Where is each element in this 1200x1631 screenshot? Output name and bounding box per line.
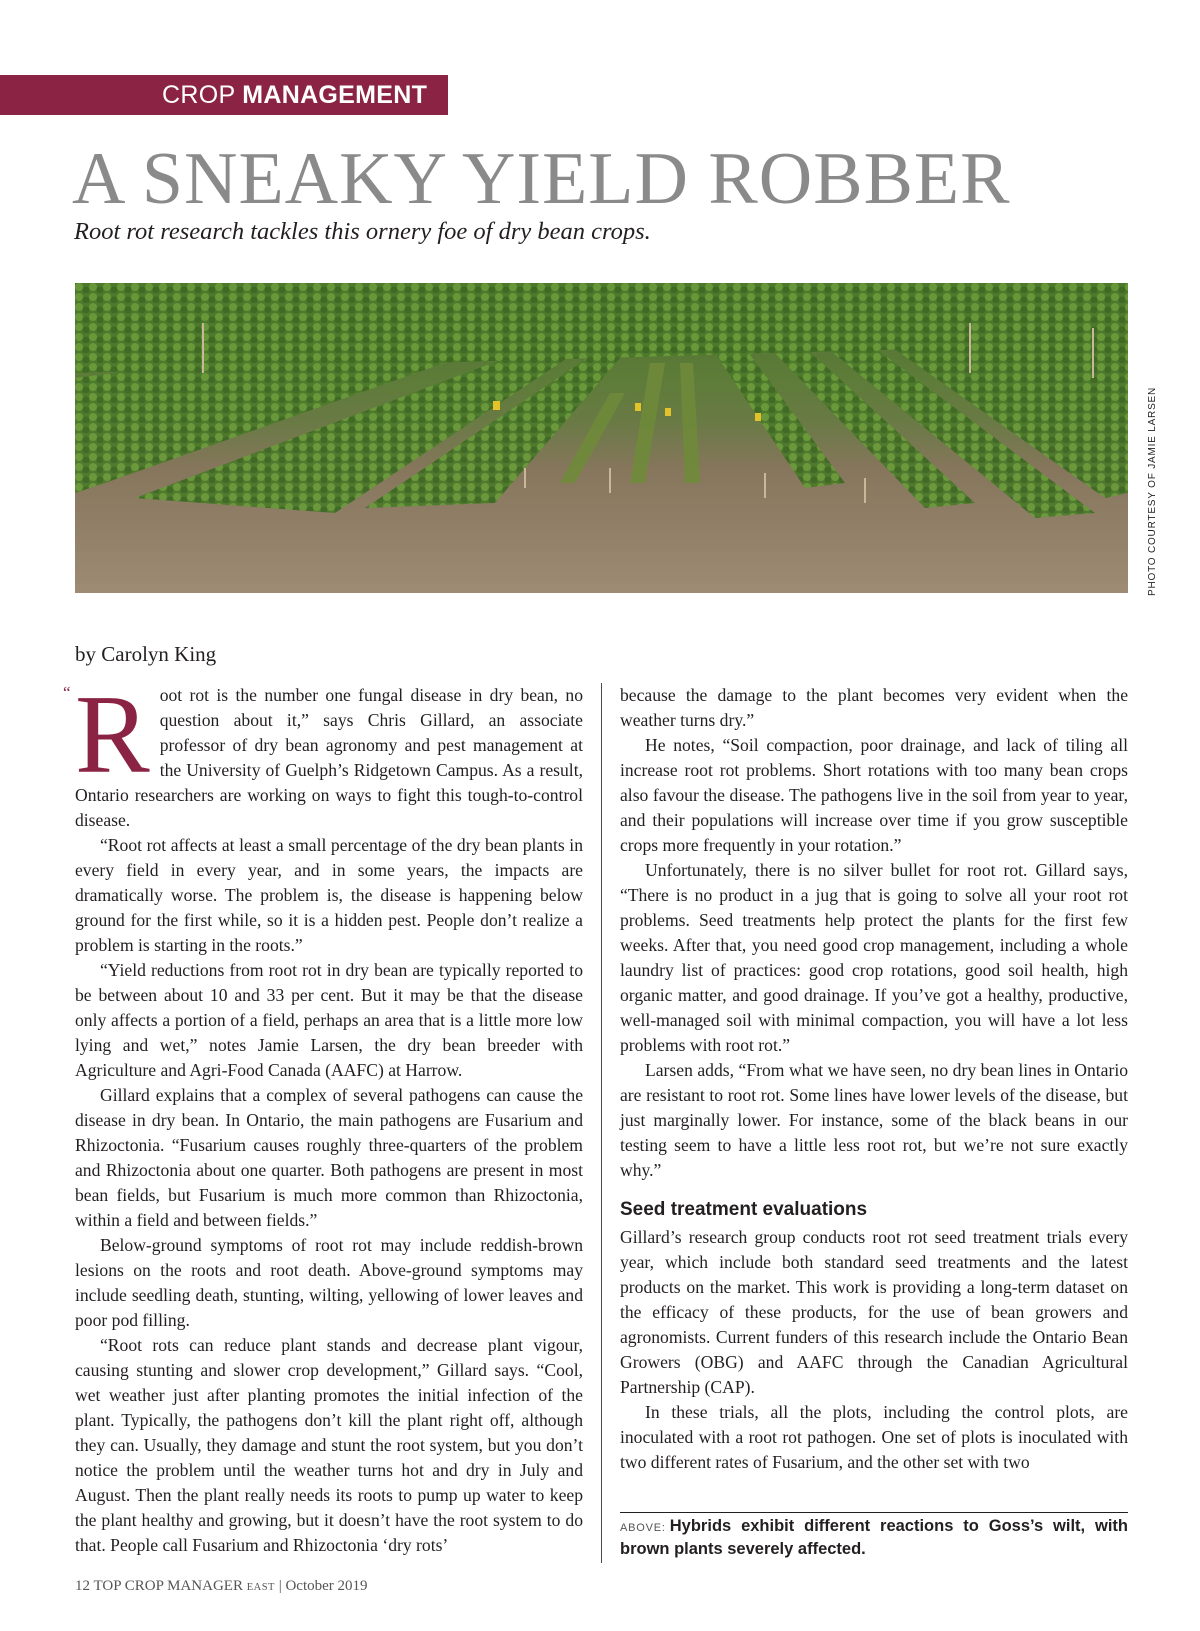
paragraph: Larsen adds, “From what we have seen, no dry bean lines in Ontario are resistant to root rot. Some lines have lower levels of the disease, but just marginally lower. For instance, some of the black beans in our testing seem to have a little less root rot, but we’re not sure exactly why.” xyxy=(620,1060,1128,1180)
caption-text: Hybrids exhibit different reactions to Goss’s wilt, with brown plants severely affected. xyxy=(620,1517,1128,1558)
paragraph: “Root rots can reduce plant stands and decrease plant vigour, causing stunting and slower crop development,” Gillard says. “Cool, wet weather just after planting promotes the initial infection of the plant. Typically, the pathogens don’t kill the plant right off, although they can. Usually, they damage and stunt the root system, but you don’t notice the problem until the weather turns hot and dry in July and August. Then the plant really needs its roots to pump up water to keep the plant healthy and growing, but it doesn’t have the root system to do that. People call Fusarium and Rhizoctonia ‘dry rots’ xyxy=(75,1335,583,1555)
drop-cap: R xyxy=(75,673,150,797)
paragraph-intro-text: oot rot is the number one fungal disease in dry bean, no question about it,” says Chris Gillard, an associate professor of dry bean agronomy and pest management at the University of Guelph’s Ridgetown Campus. As a result, Ontario researchers are working on ways to fight this tough-to-control disease. xyxy=(75,685,583,830)
paragraph-intro xyxy=(75,673,583,833)
bean-field-illustration xyxy=(75,283,1128,593)
subheading: Seed treatment evaluations xyxy=(620,1199,868,1220)
magazine-edition: EAST xyxy=(246,1582,275,1593)
paragraph: Gillard explains that a complex of several pathogens can cause the disease in dry bean. In Ontario, the main pathogens are Fusarium and Rhizoctonia. “Fusarium causes roughly three-quarters of the problem and Rhizoctonia about one quarter. Both pathogens are present in most bean fields, but Fusarium is much more common than Rhizoctonia, within a field and between fields.” xyxy=(75,1085,583,1230)
paragraph: He notes, “Soil compaction, poor drainage, and lack of tiling all increase root rot problems. Short rotations with too many bean crops also favour the disease. The pathogens live in the soil from year to year, and their populations will increase over time if you grow susceptible crops more frequently in your rotation.” xyxy=(620,735,1128,855)
paragraph: Unfortunately, there is no silver bullet for root rot. Gillard says, “There is no product in a jug that is going to solve all your root rot problems. Seed treatments help protect the plants for the first few weeks. After that, you need good crop management, including a whole laundry list of practices: good crop rotations, good soil health, high organic matter, and good drainage. If you’ve got a healthy, productive, well-managed soil with minimal compaction, you will have a lot less problems with root rot.” xyxy=(620,860,1128,1055)
section-name: MANAGEMENT xyxy=(242,81,428,109)
column-divider xyxy=(601,683,602,1563)
photo-credit: PHOTO COURTESY OF JAMIE LARSEN xyxy=(1147,386,1158,596)
bean-field-photo xyxy=(75,283,1128,593)
deck: Root rot research tackles this ornery foe of dry bean crops. xyxy=(74,218,651,245)
page-footer xyxy=(75,1576,368,1598)
caption-lead: ABOVE: xyxy=(620,1522,666,1534)
magazine-name: TOP CROP MANAGER xyxy=(93,1578,243,1594)
page-number: 12 xyxy=(75,1578,90,1594)
article-column-right xyxy=(620,683,1128,1475)
photo-caption xyxy=(620,1516,1128,1560)
paragraph: Below-ground symptoms of root rot may include reddish-brown lesions on the roots and root death. Above-ground symptoms may include seedling death, stunting, wilting, yellowing of lower leaves and poor pod filling. xyxy=(75,1235,583,1330)
headline: A SNEAKY YIELD ROBBER xyxy=(72,138,1011,220)
caption-divider xyxy=(620,1512,1128,1513)
paragraph: In these trials, all the plots, including the control plots, are inoculated with a root rot pathogen. One set of plots is inoculated with two different rates of Fusarium, and the other set with two xyxy=(620,1402,1128,1472)
issue-date: | October 2019 xyxy=(278,1578,368,1594)
paragraph: Gillard’s research group conducts root rot seed treatment trials every year, which include both standard seed treatments and the latest products on the market. This work is providing a long-term dataset on the efficacy of these products, for the use of bean growers and agronomists. Current funders of this research include the Ontario Bean Growers (OBG) and AAFC through the Canadian Agricultural Partnership (CAP). xyxy=(620,1227,1128,1397)
paragraph: “Yield reductions from root rot in dry bean are typically reported to be between about 10 and 33 per cent. But it may be that the disease only affects a portion of a field, perhaps an area that is a little more low lying and wet,” notes Jamie Larsen, the dry bean breeder with Agriculture and Agri-Food Canada (AAFC) at Harrow. xyxy=(75,960,583,1080)
byline: by Carolyn King xyxy=(75,642,217,666)
paragraph: because the damage to the plant becomes very evident when the weather turns dry.” xyxy=(620,685,1128,730)
section-tag xyxy=(0,75,448,115)
section-prefix: CROP xyxy=(162,81,235,109)
article-column-left xyxy=(75,673,583,1558)
open-quote: “ xyxy=(63,683,71,702)
paragraph: “Root rot affects at least a small percentage of the dry bean plants in every field in every year, and in some years, the impacts are dramatically worse. The problem is, the disease is happening below ground for the first while, so it is a hidden pest. People don’t realize a problem is starting in the roots.” xyxy=(75,835,583,955)
